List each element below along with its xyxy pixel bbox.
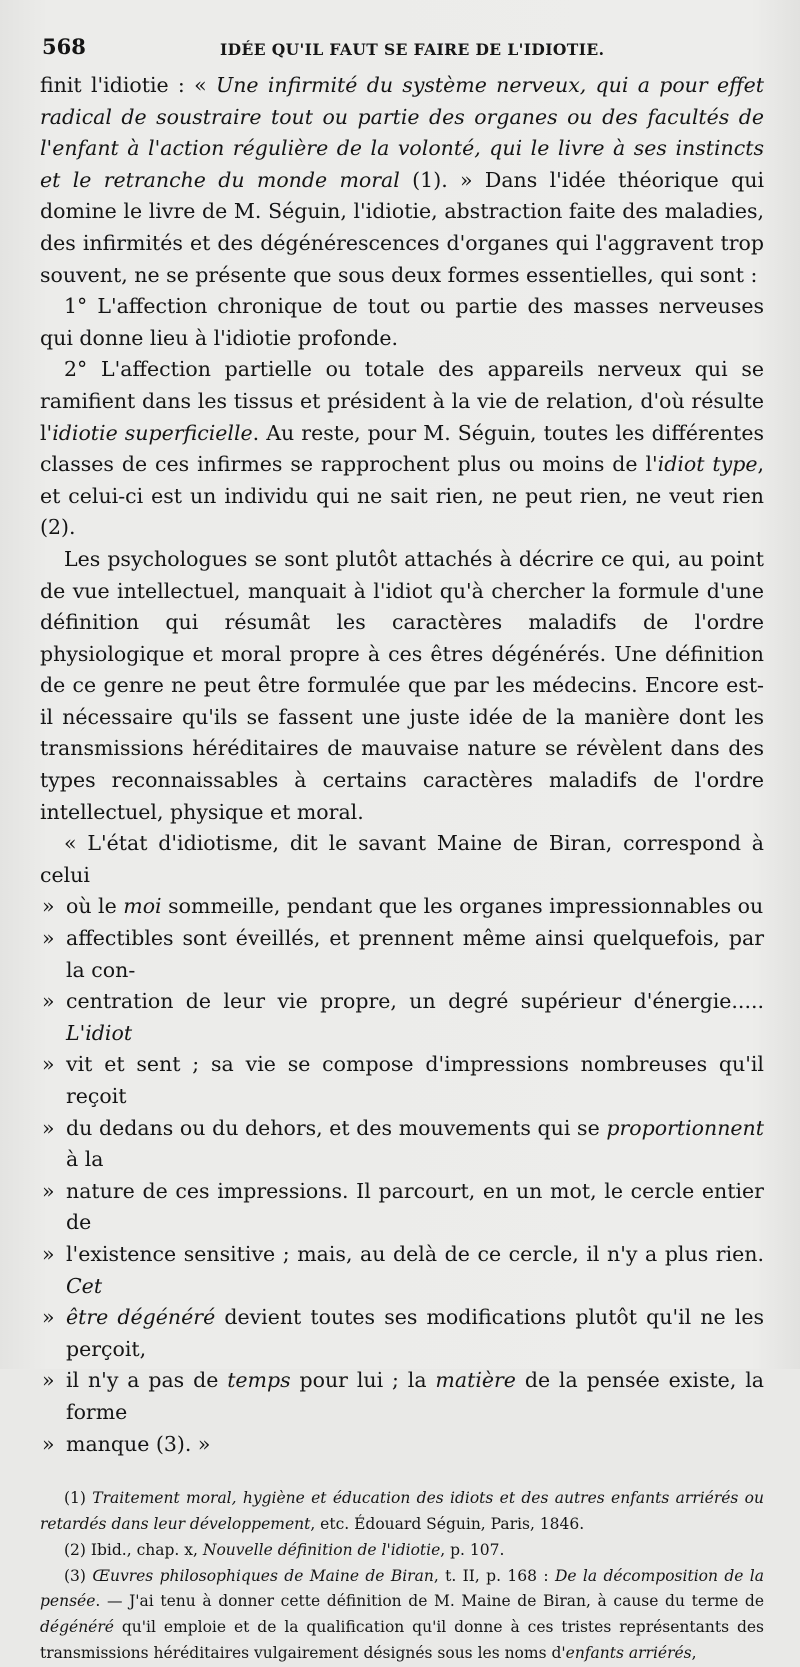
quote-line: » centration de leur vie propre, un degré supérieur d'énergie..... L'idiot (40, 986, 764, 1049)
block-quote (40, 828, 764, 1460)
quote-line: » manque (3). » (40, 1429, 764, 1461)
body-text (40, 70, 764, 1460)
footnotes (40, 1486, 764, 1667)
page-number: 568 (42, 34, 86, 59)
quote-line: » affectibles sont éveillés, et prennent même ainsi quelquefois, par la con- (40, 923, 764, 986)
running-head: IDÉE QU'IL FAUT SE FAIRE DE L'IDIOTIE. (220, 40, 605, 59)
paragraph-1: finit l'idiotie : « Une infirmité du système nerveux, qui a pour effet radical de soustraire tout ou partie des organes ou des facultés de l'enfant à l'action régulière de la volonté, qui le livre à ses instincts et le retranche du monde moral (1). » Dans l'idée théorique qui domine le livre de M. Séguin, l'idiotie, abstraction faite des maladies, des infirmités et des dégénérescences d'organes qui l'aggravent trop souvent, ne se présente que sous deux formes essentielles, qui sont : (40, 73, 764, 287)
paragraph-4: Les psychologues se sont plutôt attachés à décrire ce qui, au point de vue intellectuel, manquait à l'idiot qu'à chercher la formule d'une définition qui résumât les caractères maladifs de l'ordre physiologique et moral propre à ces êtres dégénérés. Une définition de ce genre ne peut être formulée que par les médecins. Encore est-il nécessaire qu'ils se fassent une juste idée de la manière dont les transmissions héréditaires de mauvaise nature se révèlent dans des types reconnaissables à certains caractères maladifs de l'ordre intellectuel, physique et moral. (40, 546, 764, 824)
quote-line: » vit et sent ; sa vie se compose d'impressions nombreuses qu'il reçoit (40, 1049, 764, 1112)
quote-line: » être dégénéré devient toutes ses modifications plutôt qu'il ne les perçoit, (40, 1302, 764, 1365)
quoted-definition: Une infirmité du système nerveux, qui a pour effet radical de soustraire tout ou partie des organes ou des facultés de l'enfant à l'action régulière de la volonté, qui le livre à ses instincts et le retranche du monde moral (40, 73, 764, 192)
footnote-1: (1) Traitement moral, hygiène et éducation des idiots et des autres enfants arriérés ou retardés dans leur développement, etc. Édouard Séguin, Paris, 1846. (40, 1489, 764, 1533)
footnote-2: (2) Ibid., chap. x, Nouvelle définition de l'idiotie, p. 107. (64, 1540, 505, 1559)
quote-line: « L'état d'idiotisme, dit le savant Maine de Biran, correspond à celui (40, 831, 764, 887)
paragraph-3: 2° L'affection partielle ou totale des appareils nerveux qui se ramifient dans les tissus et président à la vie de relation, d'où résulte l'idiotie superficielle. Au reste, pour M. Séguin, toutes les différentes classes de ces infirmes se rapprochent plus ou moins de l'idiot type, et celui-ci est un individu qui ne sait rien, ne peut rien, ne veut rien (2). (40, 357, 764, 540)
quote-line: » où le moi sommeille, pendant que les organes impressionnables ou (40, 891, 764, 923)
quote-line: » du dedans ou du dehors, et des mouvements qui se proportionnent à la (40, 1113, 764, 1176)
page-header (40, 30, 764, 70)
quote-line: » l'existence sensitive ; mais, au delà de ce cercle, il n'y a plus rien. Cet (40, 1239, 764, 1302)
paragraph-2: 1° L'affection chronique de tout ou partie des masses nerveuses qui donne lieu à l'idiotie profonde. (40, 294, 764, 350)
footnote-3: (3) Œuvres philosophiques de Maine de Biran, t. II, p. 168 : De la décomposition de la pensée. — J'ai tenu à donner cette définition de M. Maine de Biran, à cause du terme de dégénéré qu'il emploie et de la qualification qu'il donne à ces tristes représentants des transmissions héréditaires vulgairement désignés sous les noms d'enfants arriérés, (40, 1566, 764, 1662)
quote-line: » nature de ces impressions. Il parcourt, en un mot, le cercle entier de (40, 1176, 764, 1239)
quote-line: » il n'y a pas de temps pour lui ; la matière de la pensée existe, la forme (40, 1365, 764, 1428)
